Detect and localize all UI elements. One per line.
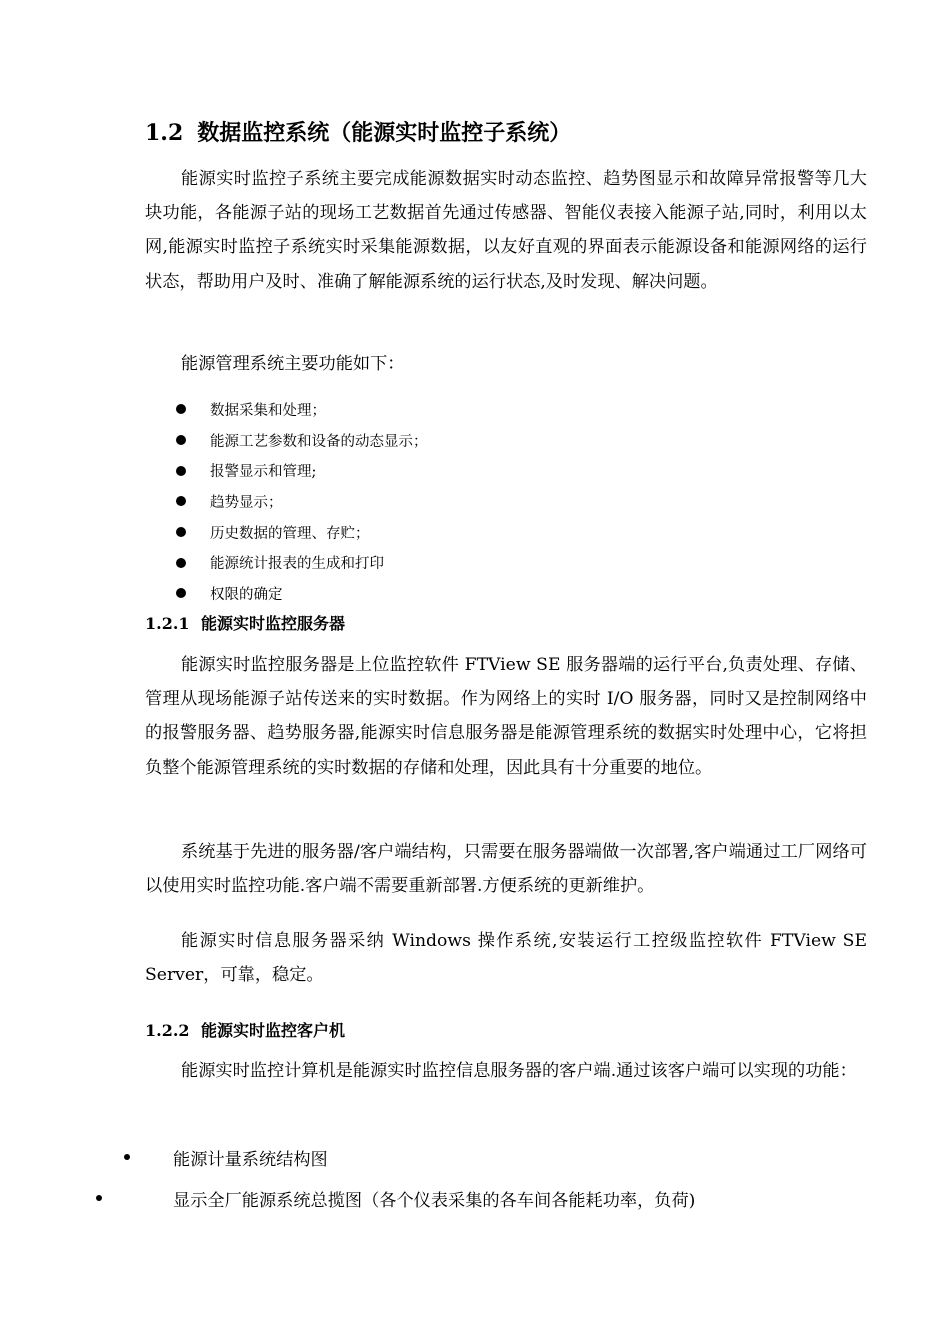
client-paragraph-1: 能源实时监控计算机是能源实时监控信息服务器的客户端.通过该客户端可以实现的功能： [181,1061,857,1081]
section-number: 1.2 [145,120,184,146]
bullet-icon [176,527,186,537]
subsection-title: 能源实时监控客户机 [201,1021,346,1040]
client-item-1: 能源计量系统结构图 [173,1150,328,1170]
bullet-icon [176,558,186,568]
section-heading [145,116,571,147]
subsection-heading-server [145,611,345,634]
list-item [176,578,428,609]
section-title: 数据监控系统（能源实时监控子系统） [197,120,572,146]
list-item-text: 趋势显示； [210,494,283,511]
list-item-text: 能源统计报表的生成和打印 [210,556,384,573]
bullet-icon [176,435,186,445]
list-item [176,455,428,486]
client-item-2: 显示全厂能源系统总揽图（各个仪表采集的各车间各能耗功率，负荷) [173,1191,696,1211]
server-paragraph-1: 能源实时监控服务器是上位监控软件 FTView SE 服务器端的运行平台,负责处理、存储、管理从现场能源子站传送来的实时数据。作为网络上的实时 I/O 服务器，同时又是控制网络中的报警服务器、趋势服务器,能源实时信息服务器是能源管理系统的数据实时处理中心，它将担负整个能源管理系统的实时数据的存储和处理，因此具有十分重要的地位。 [145,655,867,778]
function-list [176,394,428,609]
server-paragraph-2: 系统基于先进的服务器/客户端结构，只需要在服务器端做一次部署,客户端通过工厂网络可以使用实时监控功能.客户端不需要重新部署.方便系统的更新维护。 [145,842,867,897]
list-item [176,517,428,548]
subsection-number: 1.2.2 [145,1021,190,1040]
intro-paragraph: 能源实时监控子系统主要完成能源数据实时动态监控、趋势图显示和故障异常报警等几大块功能，各能源子站的现场工艺数据首先通过传感器、智能仪表接入能源子站,同时，利用以太网,能源实时监控子系统实时采集能源数据，以友好直观的界面表示能源设备和能源网络的运行状态，帮助用户及时、准确了解能源系统的运行状态,及时发现、解决问题。 [145,169,867,292]
functions-intro: 能源管理系统主要功能如下： [181,354,405,374]
bullet-icon [124,1154,130,1160]
list-item-text: 数据采集和处理； [210,402,326,419]
list-item-text: 能源工艺参数和设备的动态显示； [210,433,428,450]
bullet-icon [176,496,186,506]
list-item [176,547,428,578]
list-item-text: 报警显示和管理; [210,464,317,481]
server-paragraph-3: 能源实时信息服务器采纳 Windows 操作系统,安装运行工控级监控软件 FTView SE Server，可靠，稳定。 [145,931,867,986]
list-item-text: 历史数据的管理、存贮； [210,525,370,542]
bullet-icon [176,466,186,476]
bullet-icon [96,1195,102,1201]
subsection-title: 能源实时监控服务器 [201,614,346,633]
list-item [176,394,428,425]
list-item [176,425,428,456]
subsection-number: 1.2.1 [145,614,190,633]
subsection-heading-client [145,1018,345,1041]
bullet-icon [176,588,186,598]
bullet-icon [176,404,186,414]
list-item [176,486,428,517]
list-item-text: 权限的确定 [210,586,283,603]
